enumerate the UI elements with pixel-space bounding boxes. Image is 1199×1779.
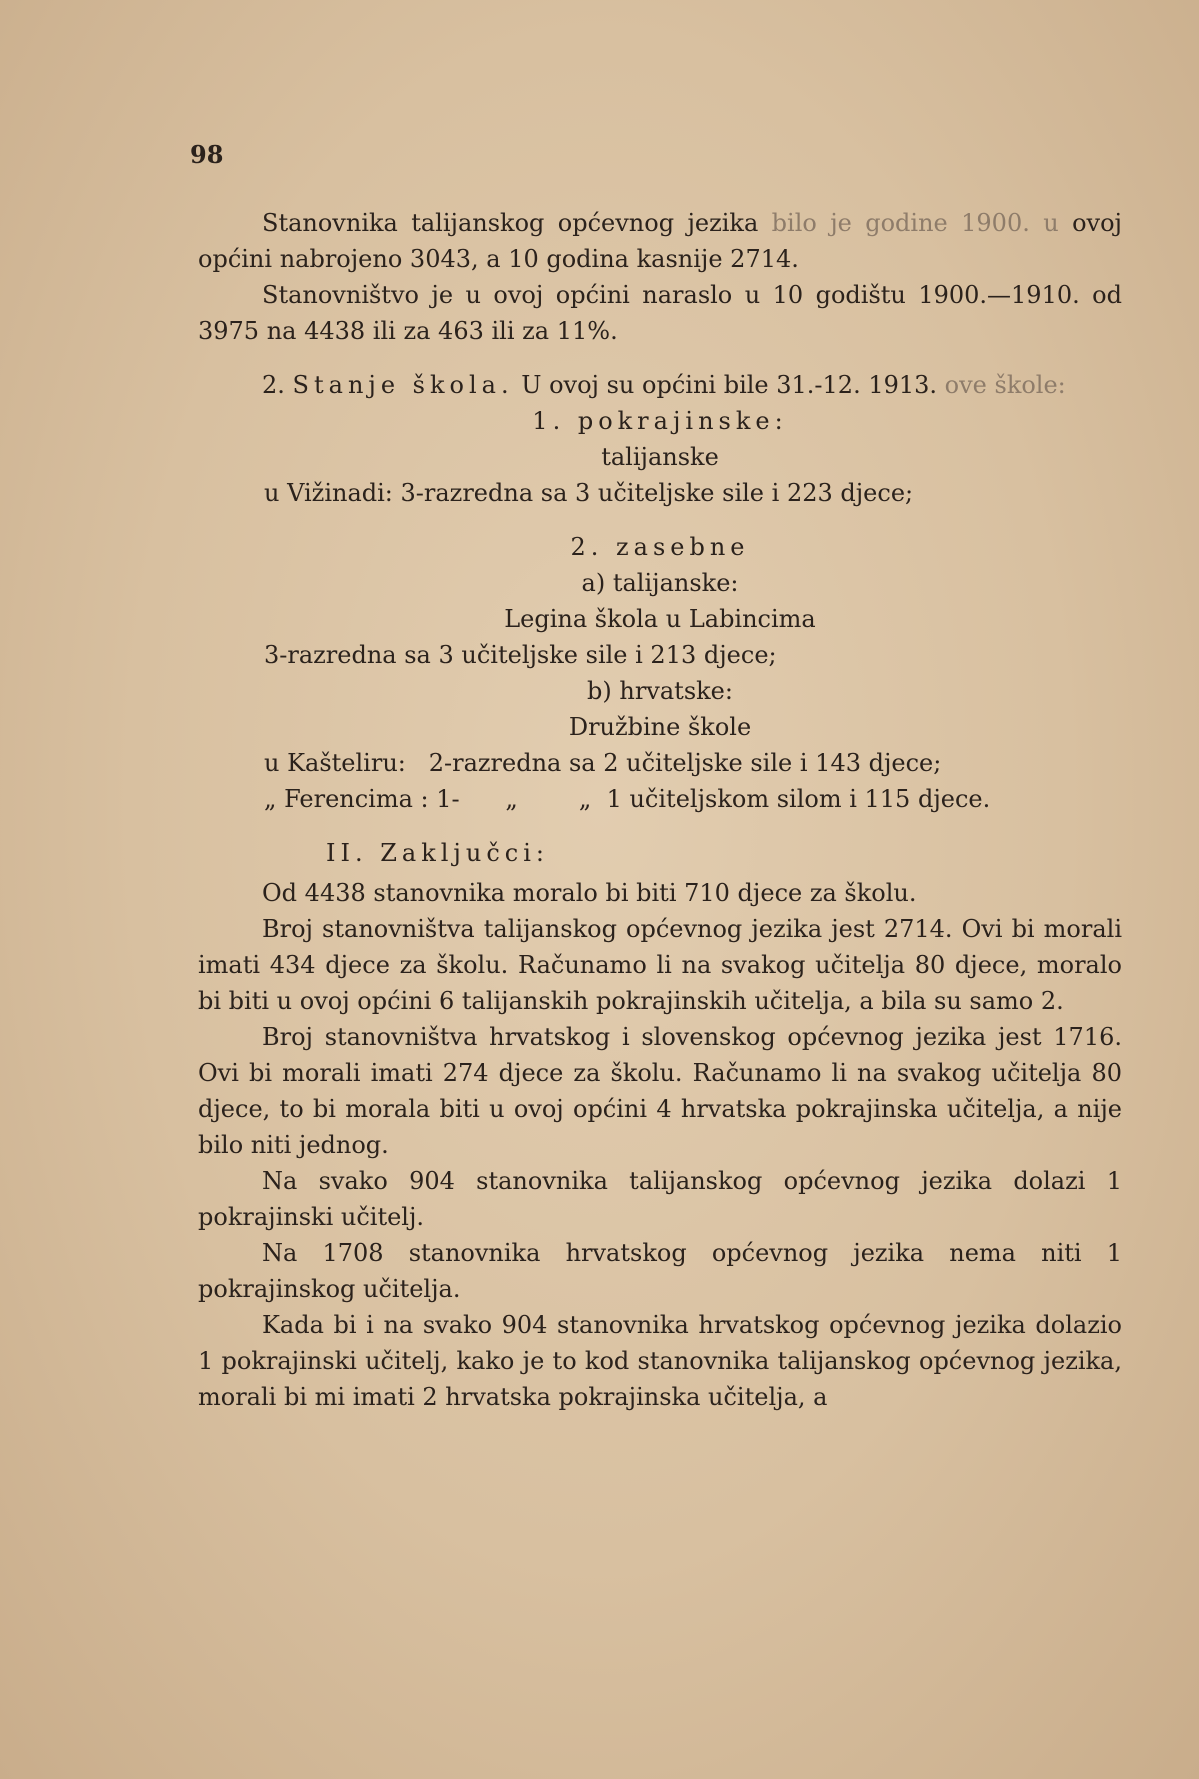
heading-druzbine-schools: Družbine škole: [568, 713, 752, 741]
p1-faded-text: bilo je godine 1900. u: [771, 209, 1059, 237]
heading-conclusions: II. Zaključci:: [326, 839, 549, 867]
school-ferencima: „ Ferencima : 1- „ „ 1 učiteljskom silom i 115 djece.: [264, 785, 991, 813]
heading-private: 2. zasebne: [570, 533, 750, 561]
page-number: 98: [190, 140, 224, 169]
page-body: [198, 205, 1122, 1415]
heading-private-italian: a) talijanske:: [581, 569, 739, 597]
p1-continued-text: ovoj općini nabrojeno 3043, a 10 godina kasnije 2714.: [198, 209, 1122, 273]
section-intro-faded: ove škole:: [944, 371, 1066, 399]
heading-italian-provincial: talijanske: [601, 443, 719, 471]
conclusion-2: Broj stanovništva talijanskog općevnog jezika jest 2714. Ovi bi morali imati 434 djece za školu. Računamo li na svakog učitelja 80 djece, moralo bi biti u ovoj općini 6 talijanskih pokrajinskih učitelja, a bila su samo 2.: [198, 915, 1122, 1015]
heading-private-croatian: b) hrvatske:: [587, 677, 733, 705]
conclusion-1: Od 4438 stanovnika moralo bi biti 710 djece za školu.: [262, 879, 917, 907]
school-legina: Legina škola u Labincima: [504, 605, 816, 633]
conclusion-3: Broj stanovništva hrvatskog i slovenskog općevnog jezika jest 1716. Ovi bi morali imati 274 djece za školu. Računamo li na svakog učitelja 80 djece, to bi morala biti u ovoj općini 4 hrvatska pokrajinska učitelja, a nije bilo niti jednog.: [198, 1023, 1122, 1159]
school-vizinada: u Vižinadi: 3-razredna sa 3 učiteljske sile i 223 djece;: [264, 479, 914, 507]
school-kasteliru: u Kašteliru: 2-razredna sa 2 učiteljske sile i 143 djece;: [264, 749, 942, 777]
section-intro: U ovoj su općini bile 31.-12. 1913.: [513, 371, 945, 399]
section-school-status: [198, 367, 1122, 403]
conclusion-4: Na svako 904 stanovnika talijanskog općevnog jezika dolazi 1 pokrajinski učitelj.: [198, 1167, 1122, 1231]
conclusion-6: Kada bi i na svako 904 stanovnika hrvatskog općevnog jezika dolazio 1 pokrajinski učitelj, kako je to kod stanovnika talijanskog općevnog jezika, morali bi mi imati 2 hrvatska pokrajinska učitelja, a: [198, 1311, 1122, 1411]
section-heading: Stanje škola.: [292, 371, 514, 399]
p1-text: Stanovnika talijanskog općevnog jezika: [262, 209, 772, 237]
paragraph-population-growth: Stanovništvo je u ovoj općini naraslo u 10 godištu 1900.—1910. od 3975 na 4438 ili za 463 ili za 11%.: [198, 281, 1122, 345]
paragraph-population-italian: [198, 205, 1122, 277]
conclusion-5: Na 1708 stanovnika hrvatskog općevnog jezika nema niti 1 pokrajinskog učitelja.: [198, 1239, 1122, 1303]
heading-provincial: 1. pokrajinske:: [532, 407, 788, 435]
school-legina-detail: 3-razredna sa 3 učiteljske sile i 213 djece;: [264, 641, 777, 669]
section-number: 2.: [262, 371, 285, 399]
